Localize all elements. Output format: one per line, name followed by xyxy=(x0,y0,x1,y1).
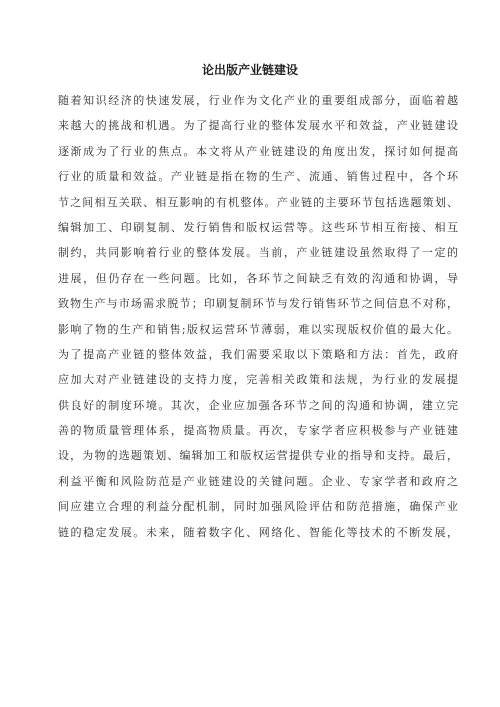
body-line: 间应建立合理的利益分配机制，同时加强风险评估和防范措施，确保产业 xyxy=(58,500,458,514)
body-line: 逐渐成为了行业的焦点。本文将从产业链建设的角度出发，探讨如何提高 xyxy=(58,144,458,158)
body-line: 编辑加工、印刷复制、发行销售和版权运营等。这些环节相互衔接、相互 xyxy=(58,220,458,234)
body-text xyxy=(58,93,458,550)
body-line: 致物生产与市场需求脱节；印刷复制环节与发行销售环节之间信息不对称， xyxy=(58,297,458,311)
body-line: 链的稳定发展。未来，随着数字化、网络化、智能化等技术的不断发展， xyxy=(58,525,458,539)
body-line: 为了提高产业链的整体效益，我们需要采取以下策略和方法：首先，政府 xyxy=(58,347,458,361)
body-line: 应加大对产业链建设的支持力度，完善相关政策和法规，为行业的发展提 xyxy=(58,373,458,387)
body-line: 制约，共同影响着行业的整体发展。当前，产业链建设虽然取得了一定的 xyxy=(58,246,458,260)
body-line: 供良好的制度环境。其次，企业应加强各环节之间的沟通和协调，建立完 xyxy=(58,398,458,412)
body-line: 来越大的挑战和机遇。为了提高行业的整体发展水平和效益，产业链建设 xyxy=(58,119,458,133)
body-line: 影响了物的生产和销售;版权运营环节薄弱，难以实现版权价值的最大化。 xyxy=(58,322,458,336)
body-line: 设，为物的选题策划、编辑加工和版权运营提供专业的指导和支持。最后， xyxy=(58,449,458,463)
body-line: 随着知识经济的快速发展，行业作为文化产业的重要组成部分，面临着越 xyxy=(58,94,458,107)
document-title: 论出版产业链建设 xyxy=(201,63,298,77)
body-line: 节之间相互关联、相互影响的有机整体。产业链的主要环节包括选题策划、 xyxy=(58,195,458,209)
body-line: 行业的质量和效益。产业链是指在物的生产、流通、销售过程中，各个环 xyxy=(58,170,458,184)
body-line: 善的物质量管理体系，提高物质量。再次，专家学者应积极参与产业链建 xyxy=(58,424,458,438)
body-line: 进展，但仍存在一些问题。比如，各环节之间缺乏有效的沟通和协调，导 xyxy=(58,271,458,285)
body-line: 利益平衡和风险防范是产业链建设的关键问题。企业、专家学者和政府之 xyxy=(58,474,458,488)
